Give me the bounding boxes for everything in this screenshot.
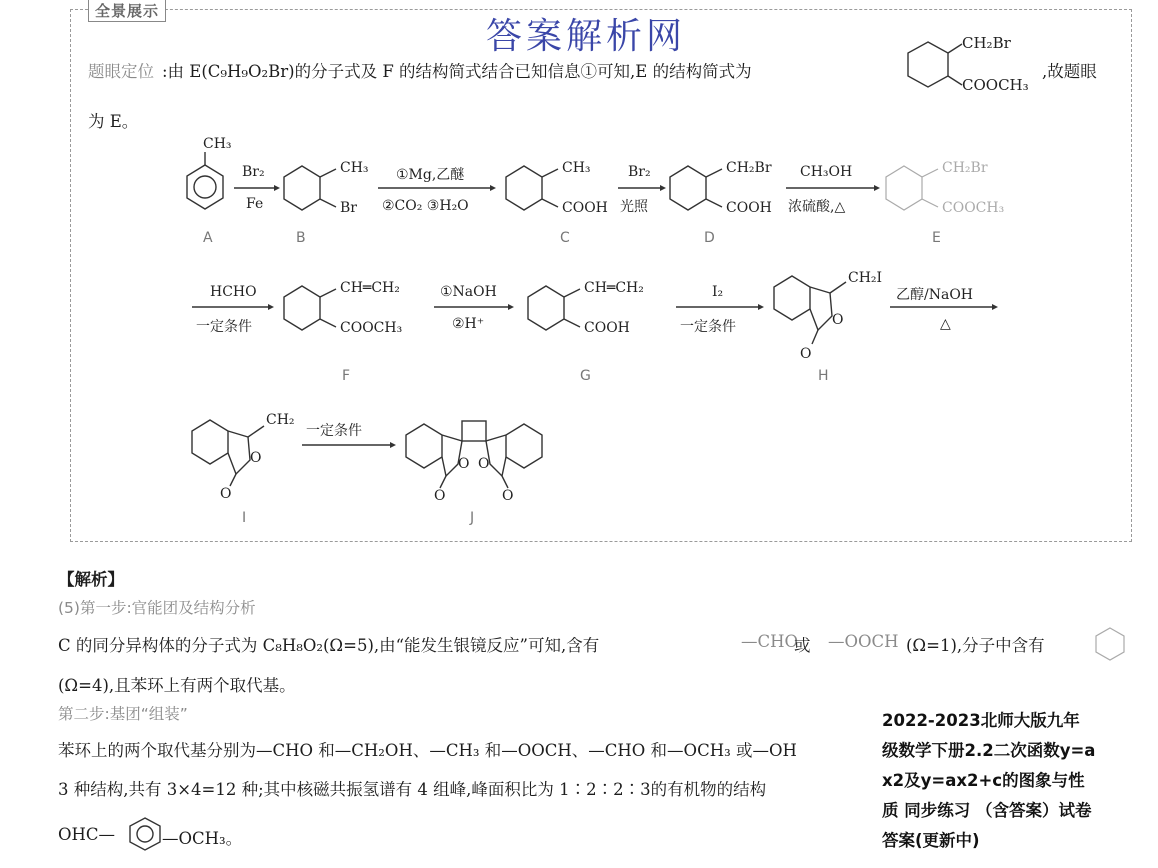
i-ch2: CH₂ [266,412,295,428]
label-b: B [296,230,306,246]
arrow4-above: CH₃OH [800,164,853,180]
arrow6-below: ②H⁺ [452,316,485,332]
h-ring-o: O [832,312,844,328]
arrow6-above: ①NaOH [440,284,497,300]
h-ch2i: CH₂I [848,270,883,286]
analysis-line1-or: 或 [794,636,811,655]
arrow8-above: 乙醇/NaOH [896,287,973,303]
overlay-line-4: 质 同步练习 （含答案）试卷 [882,801,1092,820]
label-e: E [932,230,941,246]
analysis-line1b: (Ω=1),分子中含有 [906,636,1045,655]
e-cooch3: COOCH₃ [942,200,1005,216]
c-ch3: CH₃ [562,160,591,176]
compound-a-ring [187,152,223,209]
overlay-line-2: 级数学下册2.2二次函数y=a [882,741,1096,760]
document-title-overlay[interactable] [882,706,1154,856]
intro-text: :由 E(C₉H₉O₂Br)的分子式及 F 的结构简式结合已知信息①可知,E 的结构简式为 [162,62,752,81]
analysis-line1a: C 的同分异构体的分子式为 C₈H₈O₂(Ω=5),由“能发生银镜反应”可知,含有 [58,636,600,655]
arrow4-below: 浓硫酸,△ [788,199,846,215]
overlay-line-3: x2及y=ax2+c的图象与性 [882,771,1085,790]
j-ring-o1: O [458,456,470,472]
analysis-line5-right: —OCH₃。 [162,829,243,848]
compound-g-ring [528,286,580,330]
arrow7-above: I₂ [712,284,724,300]
analysis-line3: 苯环上的两个取代基分别为—CHO 和—CH₂OH、—CH₃ 和—OOCH、—CHO 和—OCH₃ 或—OH [58,741,797,760]
arrow5-below: 一定条件 [196,319,252,335]
arrow2-above: ①Mg,乙醚 [396,167,465,183]
arrow9-above: 一定条件 [306,423,362,439]
intro-label: 题眼定位 [88,62,154,81]
analysis-heading: 【解析】 [58,570,124,589]
arrow3-above: Br₂ [628,164,651,180]
label-a: A [203,230,213,246]
analysis-line2: (Ω=4),且苯环上有两个取代基。 [58,676,296,695]
arrow1-below: Fe [246,196,264,212]
j-ring-o2: O [478,456,490,472]
arrow7-below: 一定条件 [680,319,736,335]
analysis-line5-left: OHC— [58,825,116,844]
f-ester: COOCH₃ [340,320,403,336]
analysis-step2: 第二步:基团“组装” [58,705,188,723]
benzene-ring-icon [908,42,962,87]
arrow3-below: 光照 [620,199,648,215]
compound-d-ring [670,166,722,210]
d-ch2br: CH₂Br [726,160,772,176]
arrow8-below: △ [940,316,951,332]
label-h: H [818,368,829,384]
a-ch3: CH₃ [203,136,232,152]
e-struct-bottom: COOCH₃ [962,76,1029,94]
intro-tail: ,故题眼 [1042,62,1097,81]
overlay-line-1: 2022-2023北师大版九年 [882,711,1080,730]
e-ch2br: CH₂Br [942,160,988,176]
j-carbonyl-o1: O [434,488,446,504]
compound-h-ring [774,276,846,344]
i-carbonyl-o: O [220,486,232,502]
arrow1-above: Br₂ [242,164,265,180]
compound-e-ring [886,166,938,210]
e-struct-top: CH₂Br [962,34,1011,52]
g-cooh: COOH [584,320,630,336]
f-vinyl: CH═CH₂ [340,280,400,296]
arrow5-above: HCHO [210,284,257,300]
analysis-step1: (5)第一步:官能团及结构分析 [58,599,256,617]
d-cooh: COOH [726,200,772,216]
c-cooh: COOH [562,200,608,216]
b-br: Br [340,200,357,216]
label-f: F [342,368,351,384]
compound-b-ring [284,166,336,210]
j-carbonyl-o2: O [502,488,514,504]
label-g: G [580,368,591,384]
site-watermark: 答案解析网 [486,16,687,57]
panel-tag: 全景展示 [88,0,166,22]
analysis-line1-ooch: —OOCH [828,632,899,651]
analysis-line1-cho: —CHO [741,632,799,651]
label-i: I [242,510,247,526]
i-ring-o: O [250,450,262,466]
label-j: J [470,510,475,526]
b-ch3: CH₃ [340,160,369,176]
g-vinyl: CH═CH₂ [584,280,644,296]
label-d: D [704,230,715,246]
intro-line2: 为 E。 [88,112,139,131]
analysis-line4: 3 种结构,共有 3×4=12 种;其中核磁共振氢谱有 4 组峰,峰面积比为 1∶2∶2∶3的有机物的结构 [58,780,767,799]
compound-c-ring [506,166,558,210]
compound-j-ring [406,421,542,488]
benzene-icon [1096,628,1124,660]
overlay-line-5: 答案(更新中) [882,831,980,850]
para-benzene-icon [130,818,160,850]
arrow2-below: ②CO₂ ③H₂O [382,198,469,214]
label-c: C [560,230,570,246]
compound-f-ring [284,286,336,330]
h-carbonyl-o: O [800,346,812,362]
